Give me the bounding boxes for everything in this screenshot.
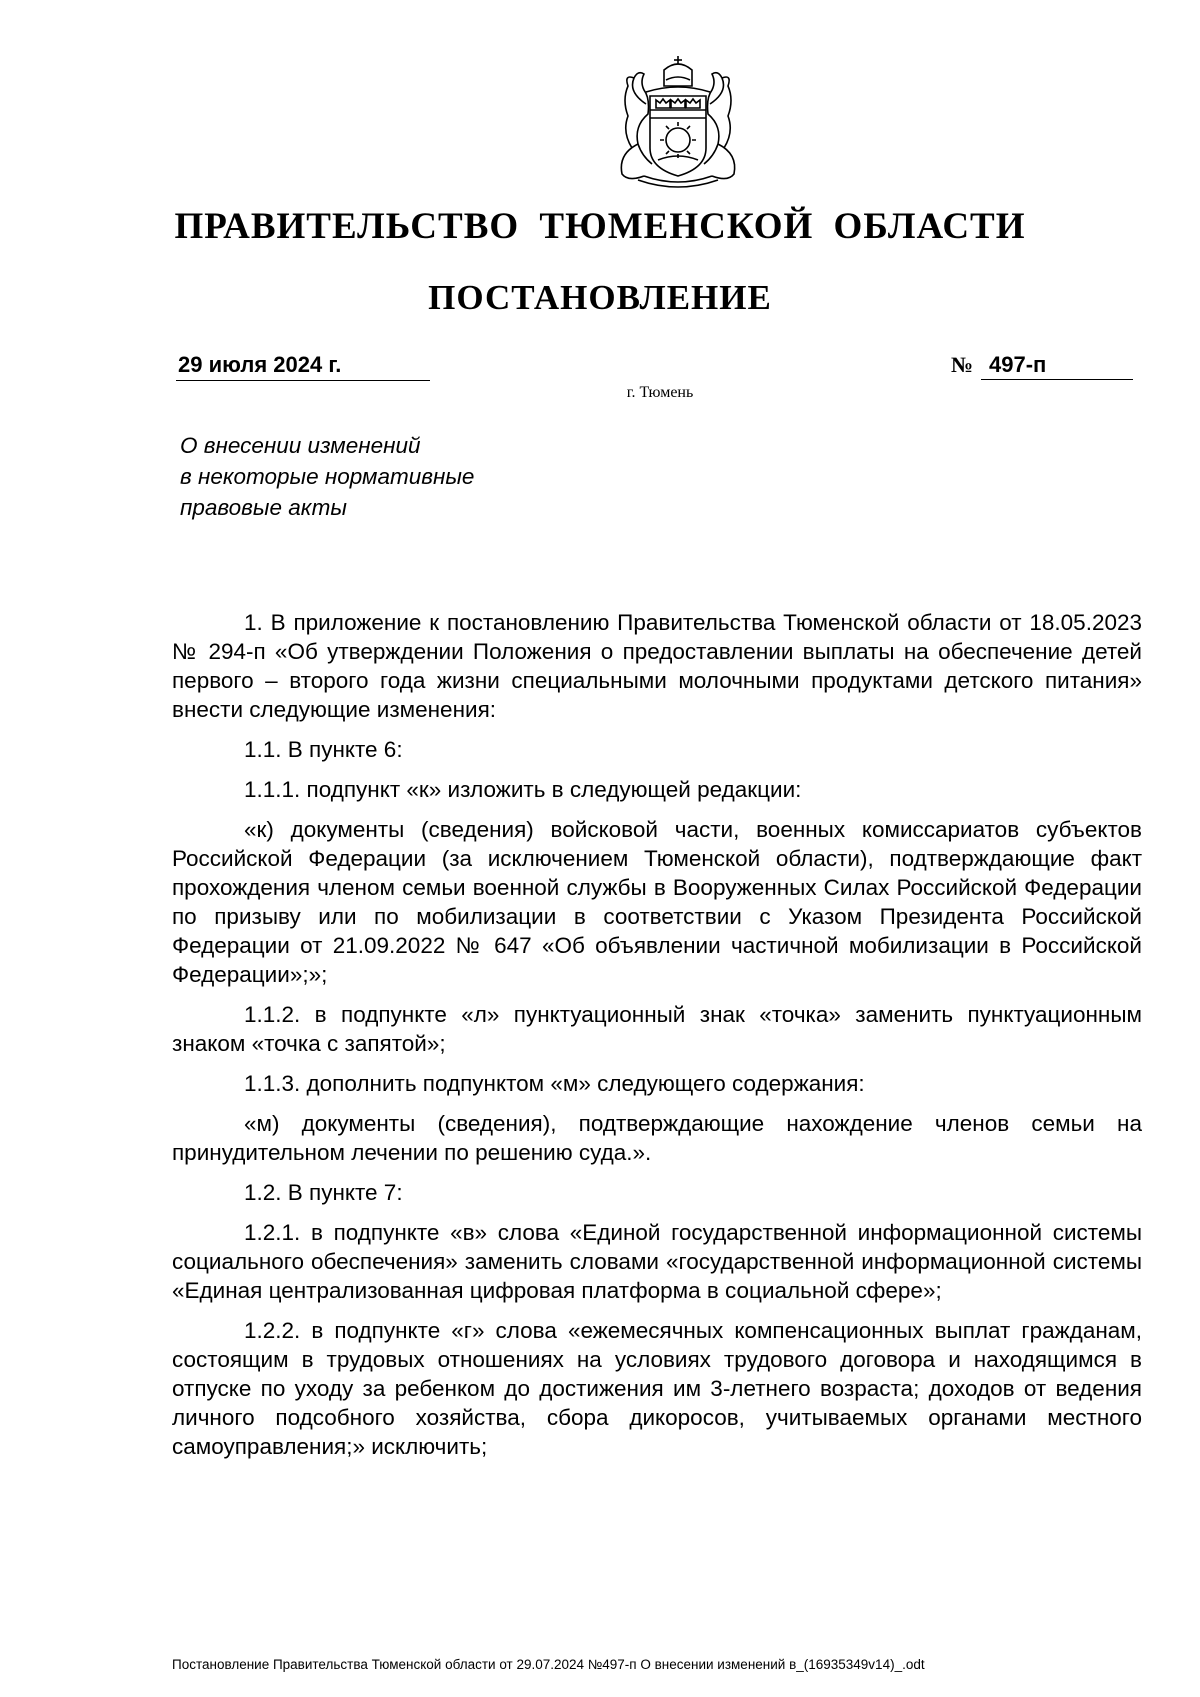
date-field xyxy=(176,352,430,381)
subject-line: О внесении изменений xyxy=(180,433,421,458)
body-paragraph: 1.2.1. в подпункте «в» слова «Единой государственной информационной системы социального обеспечения» заменить словами «государственной информационной системы «Единая централизованная цифровая платформа в социальной сфере»; xyxy=(172,1220,1142,1303)
body-paragraph: 1.1. В пункте 6: xyxy=(244,737,403,762)
number-underline xyxy=(981,379,1133,380)
body-paragraph: 1.1.3. дополнить подпунктом «м» следующего содержания: xyxy=(244,1071,865,1096)
body-paragraph: «м) документы (сведения), подтверждающие нахождение членов семьи на принудительном лечении по решению суда.». xyxy=(172,1111,1142,1165)
number-sign: № xyxy=(951,352,974,377)
number-field xyxy=(951,352,1133,380)
document-type: ПОСТАНОВЛЕНИЕ xyxy=(428,278,772,317)
city: г. Тюмень xyxy=(626,384,694,401)
body-paragraph: 1.1.2. в подпункте «л» пунктуационный знак «точка» заменить пунктуационным знаком «точка с запятой»; xyxy=(172,1002,1142,1056)
subject-line: в некоторые нормативные xyxy=(180,464,475,489)
government-title: ПРАВИТЕЛЬСТВО ТЮМЕНСКОЙ ОБЛАСТИ xyxy=(174,206,1026,247)
document-subject xyxy=(180,430,600,523)
subject-line: правовые акты xyxy=(180,495,347,520)
document-date: 29 июля 2024 г. xyxy=(178,352,342,377)
document-body xyxy=(172,608,1142,1461)
body-paragraph: 1.1.1. подпункт «к» изложить в следующей редакции: xyxy=(244,777,802,802)
body-paragraph: 1.2. В пункте 7: xyxy=(244,1180,403,1205)
page-footer: Постановление Правительства Тюменской области от 29.07.2024 №497-п О внесении изменений в_(16935349v14)_.odt xyxy=(172,1657,925,1672)
body-paragraph: 1.2.2. в подпункте «г» слова «ежемесячных компенсационных выплат гражданам, состоящим в трудовых отношениях на условиях трудового договора и находящимся в отпуске по уходу за ребенком до достижения им 3-летнего возраста; доходов от ведения личного подсобного хозяйства, сбора дикоросов, учитываемых органами местного самоуправления;» исключить; xyxy=(172,1318,1142,1459)
body-paragraph: 1. В приложение к постановлению Правительства Тюменской области от 18.05.2023 № 294-п «Об утверждении Положения о предоставлении выплаты на обеспечение детей первого – второго года жизни специальными молочными продуктами детского питания» внести следующие изменения: xyxy=(172,610,1142,722)
body-paragraph: «к) документы (сведения) войсковой части, военных комиссариатов субъектов Российской Федерации (за исключением Тюменской области), подтверждающие факт прохождения членом семьи военной службы в Вооруженных Силах Российской Федерации по призыву или по мобилизации в соответствии с Указом Президента Российской Федерации от 21.09.2022 № 647 «Об объявлении частичной мобилизации в Российской Федерации»;»; xyxy=(172,817,1142,987)
document-number: 497-п xyxy=(989,352,1047,377)
coat-of-arms-icon xyxy=(588,56,768,194)
